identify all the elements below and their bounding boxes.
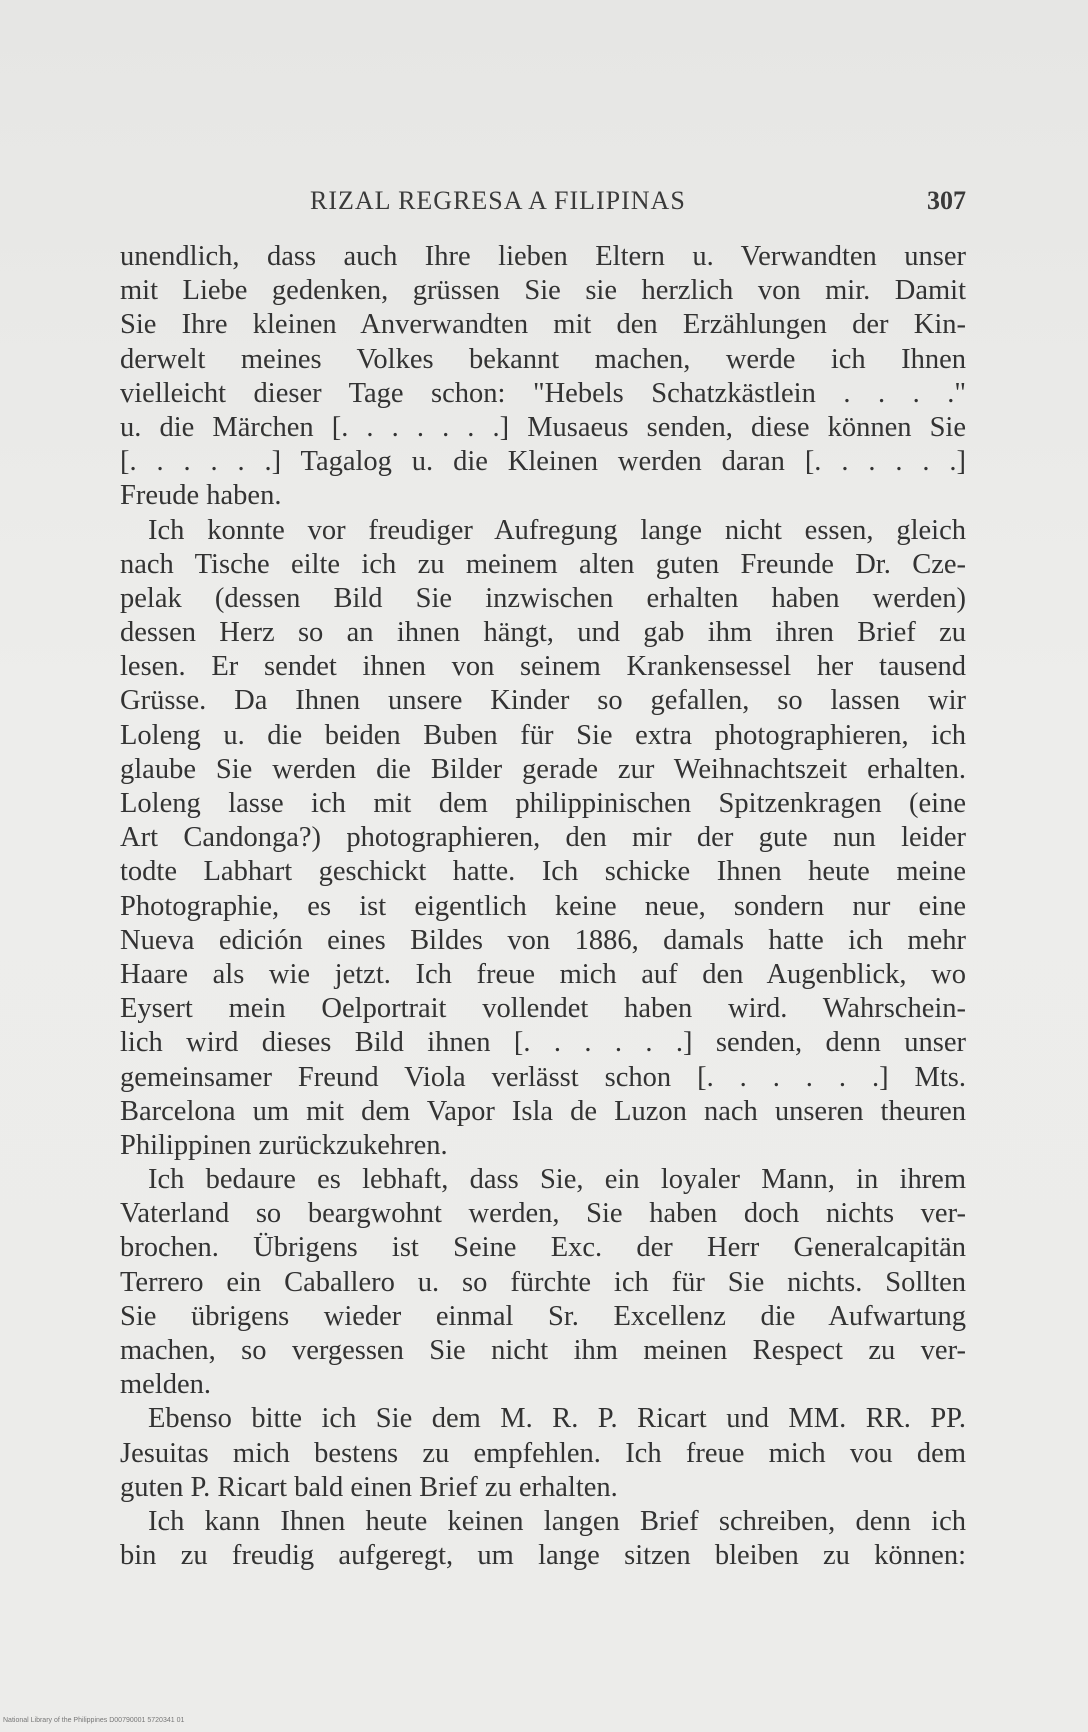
text-line: lesen. Er sendet ihnen von seinem Krankensessel her tausend (120, 651, 966, 683)
text-line: dessen Herz so an ihnen hängt, und gab ihm ihren Brief zu (120, 617, 966, 649)
text-line: Terrero ein Caballero u. so fürchte ich für Sie nichts. Sollten (120, 1266, 966, 1298)
text-line: Philippinen zurückzukehren. (120, 1129, 448, 1161)
text-line: Ebenso bitte ich Sie dem M. R. P. Ricart und MM. RR. PP. (148, 1403, 966, 1435)
text-line: [. . . . . .] Tagalog u. die Kleinen werden daran [. . . . . .] (120, 446, 966, 478)
text-line: Sie Ihre kleinen Anverwandten mit den Erzählungen der Kin- (120, 309, 966, 341)
text-line: mit Liebe gedenken, grüssen Sie sie herzlich von mir. Damit (120, 275, 966, 307)
text-line: Ich bedaure es lebhaft, dass Sie, ein loyaler Mann, in ihrem (148, 1164, 966, 1196)
text-line: Grüsse. Da Ihnen unsere Kinder so gefallen, so lassen wir (120, 685, 966, 717)
text-line: Sie übrigens wieder einmal Sr. Excellenz die Aufwartung (120, 1300, 966, 1332)
text-line: Vaterland so beargwohnt werden, Sie haben doch nichts ver- (120, 1198, 966, 1230)
text-line: Loleng lasse ich mit dem philippinischen Spitzenkragen (eine (120, 788, 966, 819)
text-line: Barcelona um mit dem Vapor Isla de Luzon nach unseren theuren (120, 1095, 966, 1127)
running-title: RIZAL REGRESA A FILIPINAS (310, 186, 686, 215)
text-line: nach Tische eilte ich zu meinem alten guten Freunde Dr. Cze- (120, 548, 966, 580)
text-line: melden. (120, 1369, 212, 1401)
page-number: 307 (927, 186, 966, 215)
text-line: guten P. Ricart bald einen Brief zu erhalten. (120, 1471, 618, 1503)
text-line: derwelt meines Volkes bekannt machen, werde ich Ihnen (120, 343, 966, 375)
text-line: Jesuitas mich bestens zu empfehlen. Ich freue mich vou dem (120, 1437, 966, 1469)
text-line: u. die Märchen [. . . . . . .] Musaeus senden, diese können Sie (120, 411, 966, 443)
body-text (120, 240, 966, 1573)
text-line: pelak (dessen Bild Sie inzwischen erhalten haben werden) (120, 582, 966, 614)
text-line: bin zu freudig aufgeregt, um lange sitzen bleiben zu können: (120, 1540, 966, 1572)
text-line: Photographie, es ist eigentlich keine neue, sondern nur eine (120, 890, 966, 922)
text-line: todte Labhart geschickt hatte. Ich schicke Ihnen heute meine (120, 856, 966, 888)
page-header (120, 186, 966, 226)
text-line: Loleng u. die beiden Buben für Sie extra photographieren, ich (120, 719, 966, 751)
text-line: machen, so vergessen Sie nicht ihm meinen Respect zu ver- (120, 1335, 966, 1366)
text-line: Freude haben. (120, 480, 282, 512)
text-line: gemeinsamer Freund Viola verlässt schon [. . . . . .] Mts. (120, 1061, 966, 1093)
text-line: vielleicht dieser Tage schon: "Hebels Schatzkästlein . . . ." (120, 377, 966, 409)
text-line: Ich kann Ihnen heute keinen langen Brief schreiben, denn ich (148, 1505, 966, 1537)
text-line: unendlich, dass auch Ihre lieben Eltern u. Verwandten unser (120, 241, 966, 272)
library-stamp: National Library of the Philippines D00790001 5720341 01 (3, 1717, 185, 1724)
text-line: Nueva edición eines Bildes von 1886, damals hatte ich mehr (120, 924, 966, 956)
text-line: glaube Sie werden die Bilder gerade zur Weihnachtszeit erhalten. (120, 753, 966, 785)
text-line: Eysert mein Oelportrait vollendet haben wird. Wahrschein- (120, 993, 966, 1025)
text-line: Haare als wie jetzt. Ich freue mich auf den Augenblick, wo (120, 958, 966, 990)
text-line: lich wird dieses Bild ihnen [. . . . . .] senden, denn unser (120, 1027, 966, 1059)
text-line: Art Candonga?) photographieren, den mir der gute nun leider (120, 822, 966, 854)
text-line: Ich konnte vor freudiger Aufregung lange nicht essen, gleich (148, 514, 966, 546)
text-line: brochen. Übrigens ist Seine Exc. der Herr Generalcapitän (120, 1232, 966, 1264)
